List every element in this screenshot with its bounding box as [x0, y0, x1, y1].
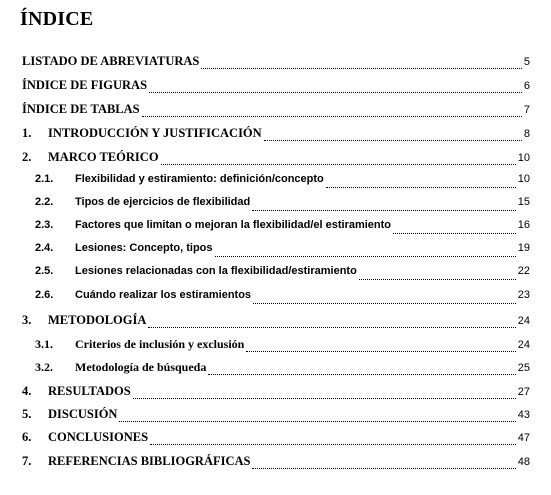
toc-entry-3-1[interactable]: [35, 337, 530, 355]
toc-entry-label: CONCLUSIONES: [48, 430, 149, 444]
toc-entry-5[interactable]: [22, 407, 530, 425]
toc-entry-page: 25: [517, 362, 530, 374]
toc-entry-2-4[interactable]: [35, 242, 530, 260]
toc-entry-page: 19: [517, 242, 530, 254]
toc-entry-3[interactable]: [22, 313, 530, 331]
toc-entry-number: 3.1.: [35, 337, 53, 351]
toc-entry-page: 5: [523, 56, 530, 68]
toc-entry-3-2[interactable]: [35, 360, 530, 378]
toc-entry-label: INTRODUCCIÓN Y JUSTIFICACIÓN: [48, 126, 262, 140]
page-title: ÍNDICE: [20, 8, 94, 30]
toc-entry-number: 7.: [22, 454, 32, 468]
dot-leader: [149, 92, 522, 93]
toc-entry-page: 6: [523, 80, 530, 92]
toc-entry-page: 22: [517, 265, 530, 277]
toc-entry-label: METODOLOGÍA: [48, 313, 147, 327]
toc-entry-abreviaturas[interactable]: [22, 54, 530, 72]
toc-entry-2[interactable]: [22, 150, 530, 168]
dot-leader: [161, 164, 516, 165]
toc-entry-label: RESULTADOS: [48, 384, 131, 398]
toc-entry-number: 2.5.: [35, 265, 54, 277]
toc-entry-page: 24: [517, 339, 530, 351]
toc-entry-label: Metodología de búsqueda: [75, 360, 207, 374]
toc-entry-label: Lesiones relacionadas con la flexibilidad/estiramiento: [75, 265, 357, 277]
dot-leader: [201, 68, 522, 69]
dot-leader: [208, 374, 515, 375]
toc-entry-page: 8: [523, 128, 530, 140]
toc-entry-label: REFERENCIAS BIBLIOGRÁFICAS: [48, 454, 251, 468]
toc-entry-indice-figuras[interactable]: [22, 78, 530, 96]
toc-entry-page: 43: [517, 409, 530, 421]
toc-entry-label: Factores que limitan o mejoran la flexibilidad/el estiramiento: [75, 219, 392, 231]
toc-entry-4[interactable]: [22, 384, 530, 402]
toc-entry-number: 4.: [22, 384, 32, 398]
toc-entry-label: LISTADO DE ABREVIATURAS: [22, 54, 200, 68]
toc-entry-number: 3.: [22, 313, 32, 327]
toc-entry-7[interactable]: [22, 454, 530, 472]
toc-entry-number: 1.: [22, 126, 32, 140]
toc-entry-label: Cuándo realizar los estiramientos: [75, 289, 252, 301]
toc-entry-number: 2.2.: [35, 196, 54, 208]
toc-entry-number: 2.1.: [35, 173, 54, 185]
dot-leader: [215, 256, 516, 257]
toc-entry-number: 5.: [22, 407, 32, 421]
dot-leader: [326, 187, 516, 188]
toc-entry-label: Criterios de inclusión y exclusión: [75, 337, 245, 351]
toc-entry-number: 3.2.: [35, 360, 53, 374]
dot-leader: [253, 303, 516, 304]
toc-entry-label: Tipos de ejercicios de flexibilidad: [75, 196, 251, 208]
toc-entry-2-5[interactable]: [35, 265, 530, 283]
toc-entry-indice-tablas[interactable]: [22, 102, 530, 120]
toc-entry-2-2[interactable]: [35, 196, 530, 214]
dot-leader: [359, 279, 516, 280]
toc-entry-page: 10: [517, 173, 530, 185]
toc-entry-page: 24: [517, 315, 530, 327]
toc-entry-2-1[interactable]: [35, 173, 530, 191]
dot-leader: [142, 116, 522, 117]
toc-entry-6[interactable]: [22, 430, 530, 448]
toc-entry-2-3[interactable]: [35, 219, 530, 237]
dot-leader: [264, 140, 522, 141]
toc-entry-number: 2.4.: [35, 242, 54, 254]
toc-entry-1[interactable]: [22, 126, 530, 144]
toc-entry-page: 48: [517, 456, 530, 468]
toc-entry-page: 10: [517, 152, 530, 164]
toc-entry-page: 47: [517, 432, 530, 444]
toc-entry-number: 2.: [22, 150, 32, 164]
toc-entry-label: DISCUSIÓN: [48, 407, 118, 421]
toc-entry-label: ÍNDICE DE TABLAS: [22, 102, 140, 116]
dot-leader: [393, 233, 516, 234]
toc-entry-2-6[interactable]: [35, 289, 530, 307]
toc-entry-number: 2.3.: [35, 219, 54, 231]
toc-entry-label: Flexibilidad y estiramiento: definición/concepto: [75, 173, 324, 185]
dot-leader: [252, 468, 515, 469]
toc-entry-page: 27: [517, 386, 530, 398]
toc-entry-number: 6.: [22, 430, 32, 444]
toc-entry-page: 7: [523, 104, 530, 116]
toc-entry-page: 15: [517, 196, 530, 208]
toc-entry-label: MARCO TEÓRICO: [48, 150, 159, 164]
toc-entry-label: Lesiones: Concepto, tipos: [75, 242, 213, 254]
dot-leader: [150, 444, 516, 445]
dot-leader: [133, 398, 516, 399]
dot-leader: [246, 351, 515, 352]
toc-entry-page: 23: [517, 289, 530, 301]
toc-entry-label: ÍNDICE DE FIGURAS: [22, 78, 148, 92]
toc-entry-number: 2.6.: [35, 289, 54, 301]
toc-entry-page: 16: [517, 219, 530, 231]
dot-leader: [148, 327, 515, 328]
dot-leader: [252, 210, 516, 211]
dot-leader: [119, 421, 515, 422]
